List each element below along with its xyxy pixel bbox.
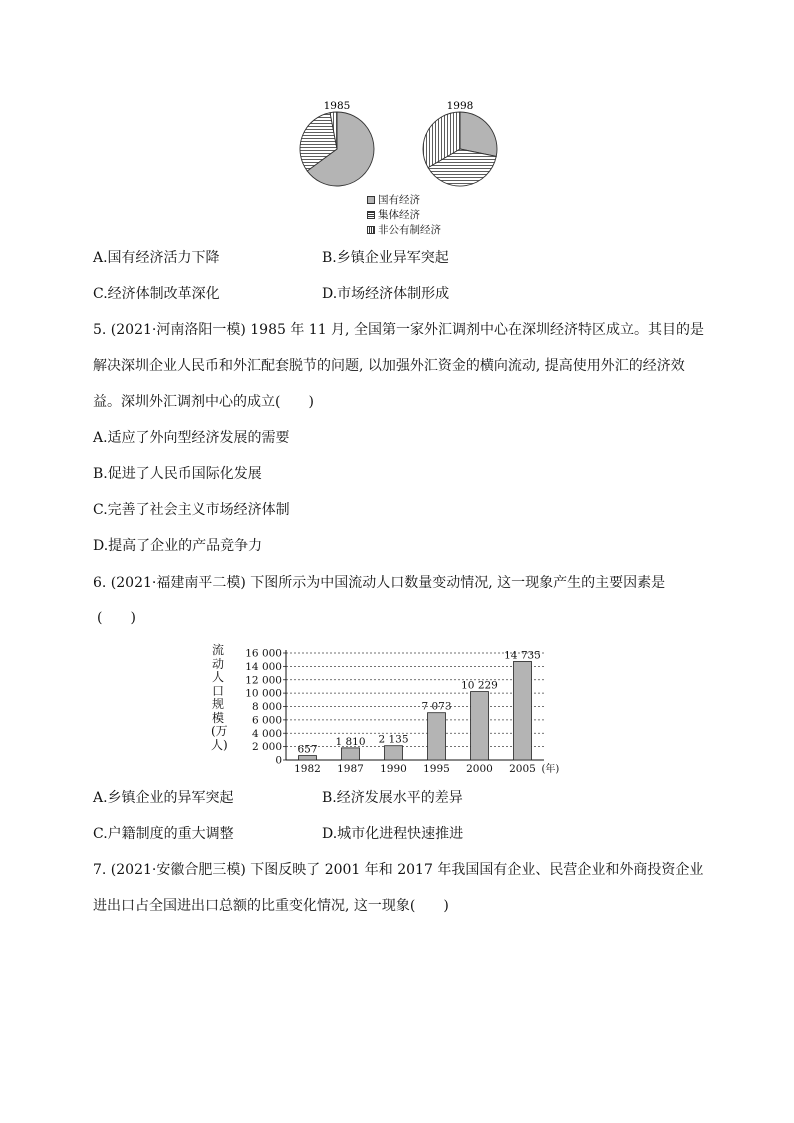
- bar-figure: [208, 636, 568, 778]
- q7-stem-line-2: 进出口占全国进出口总额的比重变化情况, 这一现象( ): [93, 898, 449, 914]
- y-tick-label: 4 000: [251, 727, 282, 740]
- pie-title-1985: 1985: [323, 100, 351, 112]
- pie-figure: [290, 92, 510, 242]
- pie-chart-1998: [423, 112, 497, 186]
- legend-swatch-hstripe: [367, 211, 375, 219]
- y-tick-label: 14 000: [245, 660, 282, 673]
- q5-stem-line-1: 5. (2021·河南洛阳一模) 1985 年 11 月, 全国第一家外汇调剂中心在深圳经济特区成立。其目的是: [93, 322, 704, 338]
- bar-1987: [342, 748, 360, 760]
- bar-value-label: 14 735: [504, 649, 541, 662]
- q4-option-d[interactable]: D.市场经济体制形成: [322, 286, 450, 302]
- bar-2000: [471, 692, 489, 760]
- q6-option-b[interactable]: B.经济发展水平的差异: [322, 790, 463, 806]
- q6-option-c[interactable]: C.户籍制度的重大调整: [93, 826, 234, 842]
- pie-title-1998: 1998: [446, 100, 474, 112]
- q5-option-a[interactable]: A.适应了外向型经济发展的需要: [93, 430, 290, 446]
- x-tick-label: 1982: [294, 763, 321, 775]
- y-tick-label: 0: [275, 754, 282, 767]
- bar-value-label: 10 229: [461, 679, 498, 692]
- legend-label: 集体经济: [378, 209, 420, 221]
- pie-charts-svg: [290, 92, 510, 192]
- legend-state-economy: [367, 193, 420, 207]
- q4-option-b[interactable]: B.乡镇企业异军突起: [322, 250, 449, 266]
- y-tick-label: 8 000: [251, 701, 282, 713]
- bar-value-label: 7 073: [421, 700, 452, 713]
- q5-option-c[interactable]: C.完善了社会主义市场经济体制: [93, 502, 290, 518]
- legend-label: 国有经济: [378, 194, 420, 206]
- y-tick-label: 10 000: [245, 687, 282, 700]
- bar-chart-svg: [228, 636, 568, 778]
- x-tick-label: 2000: [466, 763, 493, 775]
- legend-nonpublic-economy: [367, 223, 441, 237]
- x-tick-label: 1987: [337, 763, 364, 775]
- bar-chart-ylabel: 流动人口规模(万人): [211, 643, 228, 752]
- q6-stem-line-1: 6. (2021·福建南平二模) 下图所示为中国流动人口数量变动情况, 这一现象产生的主要因素是: [93, 575, 666, 591]
- q6-option-a[interactable]: A.乡镇企业的异军突起: [93, 790, 234, 806]
- legend-swatch-gray: [367, 196, 375, 204]
- x-tick-label: 1990: [380, 763, 407, 775]
- q6-option-d[interactable]: D.城市化进程快速推进: [322, 826, 464, 842]
- x-tick-label: 2005: [509, 763, 536, 775]
- y-tick-label: 2 000: [251, 741, 282, 754]
- q5-stem-line-3: 益。深圳外汇调剂中心的成立( ): [93, 394, 314, 410]
- y-tick-label: 6 000: [251, 714, 282, 727]
- legend-collective-economy: [367, 208, 420, 222]
- bar-value-label: 1 810: [335, 735, 366, 748]
- legend-swatch-vstripe: [367, 226, 375, 234]
- q5-option-b[interactable]: B.促进了人民币国际化发展: [93, 466, 262, 482]
- legend-label: 非公有制经济: [378, 224, 441, 236]
- bar-1995: [428, 713, 446, 760]
- q6-stem-line-2: ( ): [97, 610, 136, 626]
- bar-1982: [299, 756, 317, 760]
- bar-1990: [385, 746, 403, 760]
- q5-stem-line-2: 解决深圳企业人民币和外汇配套脱节的问题, 以加强外汇资金的横向流动, 提高使用外汇的经济效: [93, 358, 685, 374]
- q7-stem-line-1: 7. (2021·安徽合肥三模) 下图反映了 2001 年和 2017 年我国国有企业、民营企业和外商投资企业: [93, 862, 704, 878]
- bar-value-label: 2 135: [378, 733, 409, 746]
- pie-chart-1985: [300, 112, 374, 186]
- y-tick-label: 12 000: [245, 674, 282, 687]
- y-tick-label: 16 000: [245, 647, 282, 660]
- q4-option-a[interactable]: A.国有经济活力下降: [93, 250, 220, 266]
- x-tick-label: 1995: [423, 763, 450, 775]
- x-axis-unit: (年): [541, 764, 560, 775]
- bar-2005: [514, 661, 532, 760]
- q5-option-d[interactable]: D.提高了企业的产品竞争力: [93, 538, 263, 554]
- q4-option-c[interactable]: C.经济体制改革深化: [93, 286, 220, 302]
- bar-value-label: 657: [297, 743, 318, 756]
